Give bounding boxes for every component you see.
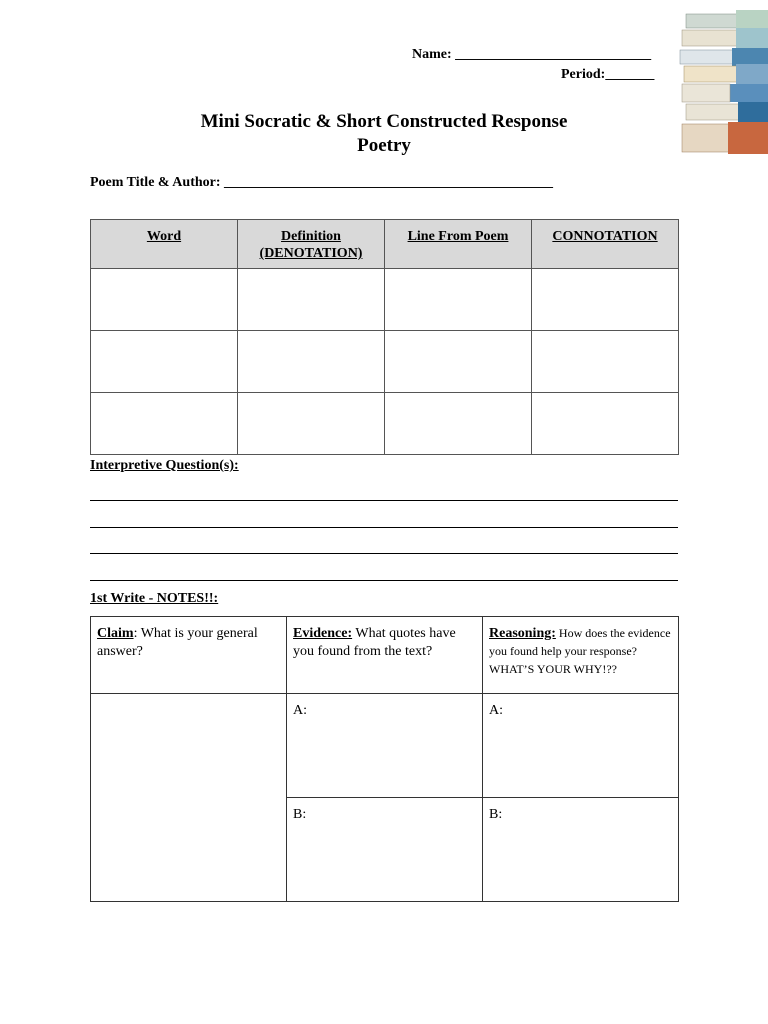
- claim-label: Claim: [97, 626, 134, 641]
- claim-header-cell: [91, 617, 287, 694]
- evidence-b-cell[interactable]: [287, 798, 483, 902]
- vocab-row: [91, 393, 679, 455]
- header-line-from-poem: Line From Poem: [385, 220, 532, 269]
- vocab-header-row: [91, 220, 679, 269]
- vocab-cell-word[interactable]: [91, 393, 238, 455]
- notes-section-label: 1st Write - NOTES!!:: [90, 591, 219, 606]
- interpretive-questions-label: Interpretive Question(s):: [90, 458, 239, 473]
- evidence-prompt: What quotes have you found from the text?: [293, 626, 456, 659]
- claim-answer-cell[interactable]: [91, 694, 287, 902]
- reasoning-b-label: B:: [489, 807, 503, 822]
- header-definition-line1: Definition: [281, 229, 341, 244]
- header-definition-line2: (DENOTATION): [259, 246, 363, 261]
- claim-evidence-reasoning-table: [90, 616, 679, 902]
- vocab-cell-line[interactable]: [385, 269, 532, 331]
- vocab-cell-definition[interactable]: [238, 393, 385, 455]
- cer-header-row: [91, 617, 679, 694]
- answer-line[interactable]: [90, 527, 678, 528]
- vocab-cell-word[interactable]: [91, 331, 238, 393]
- vocab-cell-definition[interactable]: [238, 269, 385, 331]
- vocab-cell-connotation[interactable]: [532, 331, 679, 393]
- vocabulary-table: [90, 219, 679, 455]
- name-field-label: Name: ____________________________: [412, 47, 652, 62]
- reasoning-label: Reasoning:: [489, 626, 556, 641]
- vocab-cell-line[interactable]: [385, 331, 532, 393]
- evidence-header-cell: [287, 617, 483, 694]
- header-definition: [238, 220, 385, 269]
- reasoning-prompt: How does the evidence you found help your response? WHAT’S YOUR WHY!??: [489, 626, 671, 676]
- page-title: [0, 110, 768, 158]
- period-field-label: Period:_______: [561, 67, 655, 82]
- reasoning-header-cell: [483, 617, 679, 694]
- claim-prompt: : What is your general answer?: [97, 626, 258, 659]
- answer-line[interactable]: [90, 580, 678, 581]
- header-connotation: CONNOTATION: [532, 220, 679, 269]
- header-word: Word: [91, 220, 238, 269]
- title-line-1: Mini Socratic & Short Constructed Response: [200, 111, 568, 132]
- vocab-cell-connotation[interactable]: [532, 393, 679, 455]
- vocab-row: [91, 269, 679, 331]
- evidence-a-label: A:: [293, 703, 307, 718]
- vocab-row: [91, 331, 679, 393]
- cer-row-a: [91, 694, 679, 798]
- evidence-b-label: B:: [293, 807, 307, 822]
- reasoning-b-cell[interactable]: [483, 798, 679, 902]
- reasoning-a-cell[interactable]: [483, 694, 679, 798]
- reasoning-a-label: A:: [489, 703, 503, 718]
- evidence-a-cell[interactable]: [287, 694, 483, 798]
- vocab-cell-connotation[interactable]: [532, 269, 679, 331]
- poem-title-author-field: Poem Title & Author: _______________________________________________: [90, 175, 554, 190]
- vocab-cell-word[interactable]: [91, 269, 238, 331]
- answer-line[interactable]: [90, 553, 678, 554]
- vocab-cell-line[interactable]: [385, 393, 532, 455]
- vocab-cell-definition[interactable]: [238, 331, 385, 393]
- evidence-label: Evidence:: [293, 626, 353, 641]
- title-line-2: Poetry: [357, 135, 411, 156]
- answer-line[interactable]: [90, 500, 678, 501]
